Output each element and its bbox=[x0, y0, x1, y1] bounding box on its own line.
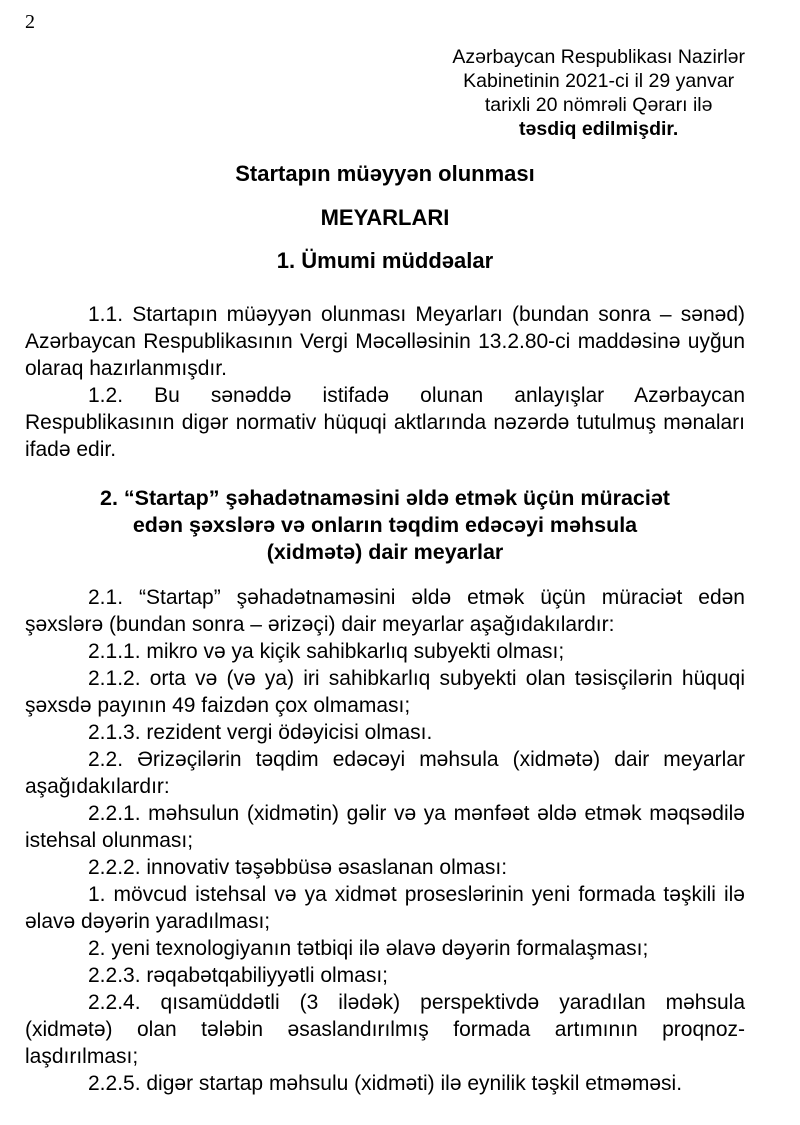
page-number: 2 bbox=[25, 11, 35, 33]
section-2-body bbox=[25, 584, 745, 1097]
document-title: Startapın müəyyən olunması bbox=[235, 161, 535, 186]
paragraph-1-1: 1.1. Startapın müəyyən olunması Meyarları (bundan sonra – sənəd) Azərbaycan Respublikasının Vergi Məcəlləsinin 13.2.80-ci maddəsinə uyğun olaraq hazırlanmışdır. bbox=[25, 303, 745, 380]
approval-line-2: Kabinetinin 2021-ci il 29 yanvar bbox=[463, 70, 735, 92]
paragraph-1-2: 1.2. Bu sənəddə istifadə olunan anlayışlar Azərbaycan Respublikasının digər normativ hüquqi aktlarında nəzərdə tutulmuş mənaları ifadə edir. bbox=[25, 384, 745, 461]
paragraph-2-2-5: 2.2.5. digər startap məhsulu (xidməti) ilə eynilik təşkil etməməsi. bbox=[88, 1072, 683, 1095]
paragraph-2-2-3: 2.2.3. rəqabətqabiliyyətli olması; bbox=[88, 964, 388, 987]
paragraph-2-1-3: 2.1.3. rezident vergi ödəyicisi olması. bbox=[88, 721, 433, 744]
approval-signature-line: təsdiq edilmişdir. bbox=[519, 118, 679, 140]
paragraph-2-1: 2.1. “Startap” şəhadətnaməsini əldə etmək üçün müraciət edən şəxslərə (bundan sonra – ərizəçi) dair meyarlar aşağıdakılardır: bbox=[25, 586, 745, 636]
paragraph-2-2-2: 2.2.2. innovativ təşəbbüsə əsaslanan olması: bbox=[88, 856, 508, 879]
paragraph-2-1-1: 2.1.1. mikro və ya kiçik sahibkarlıq subyekti olması; bbox=[88, 640, 565, 663]
section-2-heading-line-3: (xidmətə) dair meyarlar bbox=[266, 540, 504, 564]
paragraph-2-2: 2.2. Ərizəçilərin təqdim edəcəyi məhsula (xidmətə) dair meyarlar aşağıdakılardır: bbox=[25, 748, 745, 798]
approval-line-3: tarixli 20 nömrəli Qərarı ilə bbox=[484, 94, 713, 116]
section-2-heading-line-2: edən şəxslərə və onların təqdim edəcəyi məhsula bbox=[132, 513, 638, 537]
paragraph-2-2-2-item-2: 2. yeni texnologiyanın tətbiqi ilə əlavə dəyərin formalaşması; bbox=[88, 937, 649, 960]
document-subtitle: MEYARLARI bbox=[320, 205, 450, 230]
paragraph-2-2-2-item-1: 1. mövcud istehsal və ya xidmət proseslərinin yeni formada təşkili ilə əlavə dəyərin yaradılması; bbox=[25, 883, 745, 933]
approval-note bbox=[452, 45, 745, 141]
approval-line-1: Azərbaycan Respublikası Nazirlər bbox=[452, 46, 745, 68]
section-1-body bbox=[25, 301, 745, 463]
paragraph-2-2-1: 2.2.1. məhsulun (xidmətin) gəlir və ya mənfəət əldə etmək məqsədilə istehsal olunması; bbox=[25, 802, 745, 852]
section-1-heading: 1. Ümumi müddəalar bbox=[276, 248, 494, 273]
paragraph-2-2-4: 2.2.4. qısamüddətli (3 ilədək) perspektivdə yaradılan məhsula (xidmətə) olan tələbin əsaslandırılmış formada artımının proqnoz-laşdırılması; bbox=[25, 991, 745, 1068]
section-2-heading-line-1: 2. “Startap” şəhadətnaməsini əldə etmək üçün müraciət bbox=[100, 486, 670, 510]
paragraph-2-1-2: 2.1.2. orta və (və ya) iri sahibkarlıq subyekti olan təsisçilərin hüquqi şəxsdə payının 49 faizdən çox olmaması; bbox=[25, 667, 745, 717]
section-2-heading bbox=[25, 485, 745, 566]
